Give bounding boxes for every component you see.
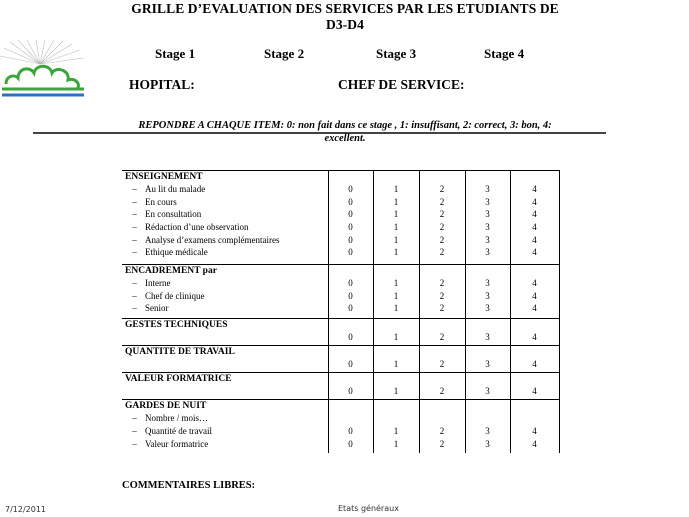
score-value[interactable]: 0 — [348, 425, 353, 436]
grid-section-row — [122, 318, 559, 345]
score-value[interactable]: 1 — [393, 386, 399, 397]
bullet-dash: – — [132, 438, 137, 449]
score-column-cell — [465, 400, 510, 453]
bullet-dash: – — [132, 278, 137, 288]
cell-spacer — [466, 319, 510, 331]
cell-spacer — [511, 319, 559, 331]
cell-spacer — [374, 400, 419, 412]
score-column-cell — [510, 265, 559, 319]
section-title: ENCADREMENT par — [125, 266, 217, 276]
item-label: Quantité de travail — [145, 425, 212, 436]
grid-item — [122, 425, 328, 438]
cell-spacer — [374, 373, 419, 385]
cell-spacer — [466, 171, 510, 183]
score-value[interactable]: 3 — [485, 209, 490, 220]
logo-sun-cloud-icon — [0, 40, 86, 102]
cell-spacer — [511, 265, 559, 277]
grid-section-row — [122, 265, 559, 319]
bullet-dash: – — [132, 425, 137, 436]
score-value[interactable]: 4 — [532, 209, 537, 220]
score-column-cell — [510, 373, 559, 400]
section-label-cell — [122, 265, 328, 319]
score-column-cell — [373, 265, 419, 319]
cell-spacer — [329, 319, 373, 331]
score-column-cell — [328, 345, 373, 372]
grid-item — [122, 412, 328, 425]
cell-spacer — [374, 346, 419, 358]
bullet-dash: – — [132, 303, 137, 314]
score-column-cell — [373, 345, 419, 372]
section-title: QUANTITE DE TRAVAIL — [125, 346, 235, 357]
score-column-cell — [373, 318, 419, 345]
score-value[interactable]: 4 — [532, 290, 537, 301]
grid-item — [122, 221, 328, 234]
score-value[interactable]: 2 — [439, 196, 445, 207]
score-value[interactable]: 2 — [439, 209, 445, 220]
score-column-cell — [510, 345, 559, 372]
score-value[interactable]: 3 — [485, 247, 490, 258]
score-column-cell — [419, 265, 465, 319]
cell-spacer — [374, 265, 419, 277]
section-title: GESTES TECHNIQUES — [125, 319, 228, 330]
score-column-cell — [465, 373, 510, 400]
score-value[interactable]: 2 — [439, 222, 445, 233]
cell-spacer — [420, 265, 465, 277]
grid-item — [122, 302, 328, 315]
section-label-cell — [122, 345, 328, 372]
grid-section-row — [122, 345, 559, 372]
cell-spacer — [329, 346, 373, 358]
item-label: En cours — [145, 196, 177, 207]
bullet-dash: – — [132, 184, 137, 194]
score-column-cell — [419, 400, 465, 453]
score-value[interactable]: 2 — [439, 303, 445, 314]
chef-de-service-label: CHEF DE SERVICE: — [338, 77, 465, 92]
bullet-dash: – — [132, 290, 137, 301]
footer-date: 7/12/2011 — [5, 505, 47, 514]
item-label: Nombre / mois… — [145, 413, 208, 424]
bullet-dash: – — [132, 247, 137, 258]
item-label: Interne — [145, 278, 171, 288]
score-value[interactable]: 1 — [393, 234, 399, 245]
footer-center-text: Etats généraux — [338, 504, 399, 513]
bullet-dash: – — [132, 413, 137, 424]
grid-section-row — [122, 400, 559, 453]
score-value[interactable]: 0 — [348, 438, 353, 449]
score-value[interactable]: 1 — [393, 425, 399, 436]
cell-spacer — [420, 373, 465, 385]
item-label: Valeur formatrice — [145, 438, 209, 449]
cell-spacer — [511, 346, 559, 358]
instructions-text: REPONDRE A CHAQUE ITEM: 0: non fait dans ce stage , 1: insuffisant, 2: correct, 3: bon, 4: excellent. — [138, 120, 552, 144]
score-value[interactable]: 2 — [439, 247, 445, 258]
cell-spacer — [420, 346, 465, 358]
cell-spacer — [511, 412, 559, 425]
score-value[interactable]: 2 — [439, 358, 445, 369]
score-value[interactable]: 4 — [532, 303, 537, 314]
score-value[interactable]: 0 — [348, 196, 353, 207]
score-value[interactable]: 3 — [485, 184, 490, 194]
score-column-cell — [419, 373, 465, 400]
score-value[interactable]: 2 — [439, 234, 445, 245]
score-value[interactable]: 3 — [485, 290, 490, 301]
score-value[interactable]: 0 — [348, 303, 353, 314]
score-column-cell — [328, 373, 373, 400]
section-label-cell — [122, 171, 328, 265]
score-value[interactable]: 2 — [439, 425, 445, 436]
score-value[interactable]: 3 — [485, 438, 490, 449]
score-column-cell — [373, 400, 419, 453]
stage-3-label: Stage 3 — [376, 46, 417, 61]
score-column-cell — [465, 318, 510, 345]
stage-4-label: Stage 4 — [484, 46, 525, 61]
stage-1-label: Stage 1 — [155, 46, 196, 61]
score-value[interactable]: 3 — [485, 196, 490, 207]
score-column-cell — [419, 318, 465, 345]
grid-item — [122, 277, 328, 290]
score-value[interactable]: 4 — [532, 358, 537, 369]
stage-2-label: Stage 2 — [264, 46, 305, 61]
grid-item — [122, 234, 328, 247]
score-column-cell — [328, 400, 373, 453]
score-value[interactable]: 1 — [393, 247, 399, 258]
cell-spacer — [374, 412, 419, 425]
score-column-cell — [510, 400, 559, 453]
section-title: VALEUR FORMATRICE — [125, 374, 232, 385]
cell-spacer — [329, 171, 373, 183]
score-column-cell — [328, 171, 373, 265]
score-value[interactable]: 2 — [439, 438, 445, 449]
score-value[interactable]: 4 — [532, 438, 537, 449]
score-column-cell — [373, 171, 419, 265]
score-value[interactable]: 2 — [439, 278, 445, 288]
score-value[interactable]: 0 — [348, 386, 353, 397]
score-value[interactable]: 1 — [393, 222, 399, 233]
score-column-cell — [465, 171, 510, 265]
score-value[interactable]: 4 — [532, 247, 537, 258]
cell-spacer — [511, 373, 559, 385]
document-title: GRILLE D’EVALUATION DES SERVICES PAR LES ETUDIANTS DE D3-D4 — [131, 1, 559, 32]
bullet-dash: – — [132, 209, 137, 220]
score-value[interactable]: 4 — [532, 184, 537, 194]
item-label: Chef de clinique — [145, 290, 205, 301]
item-label: Ethique médicale — [145, 247, 208, 258]
score-value[interactable]: 2 — [439, 386, 445, 397]
score-value[interactable]: 3 — [485, 303, 490, 314]
cell-spacer — [329, 400, 373, 412]
cell-spacer — [374, 171, 419, 183]
score-value[interactable]: 3 — [485, 234, 490, 245]
score-column-cell — [510, 171, 559, 265]
score-value[interactable]: 1 — [393, 438, 399, 449]
cell-spacer — [511, 400, 559, 412]
score-value[interactable]: 1 — [393, 209, 399, 220]
cell-spacer — [329, 373, 373, 385]
score-value[interactable]: 2 — [439, 331, 445, 342]
score-value[interactable]: 4 — [532, 234, 537, 245]
grid-section-row — [122, 171, 559, 265]
score-value[interactable]: 2 — [439, 290, 445, 301]
grid-item — [122, 438, 328, 451]
section-title: ENSEIGNEMENT — [125, 172, 203, 182]
score-value[interactable]: 4 — [532, 196, 537, 207]
cell-spacer — [466, 346, 510, 358]
item-label: Rédaction d’une observation — [145, 222, 249, 233]
grid-item — [122, 246, 328, 259]
score-value[interactable]: 4 — [532, 222, 537, 233]
cell-spacer — [329, 265, 373, 277]
cell-spacer — [374, 319, 419, 331]
score-value[interactable]: 0 — [348, 290, 353, 301]
bullet-dash: – — [132, 234, 137, 245]
score-value[interactable]: 0 — [348, 234, 353, 245]
section-label-cell — [122, 318, 328, 345]
score-value[interactable]: 0 — [348, 278, 353, 288]
cell-spacer — [466, 373, 510, 385]
score-column-cell — [373, 373, 419, 400]
grid-item — [122, 290, 328, 303]
score-value[interactable]: 1 — [393, 196, 399, 207]
score-value[interactable]: 3 — [485, 222, 490, 233]
cell-spacer — [420, 412, 465, 425]
score-column-cell — [465, 345, 510, 372]
score-value[interactable]: 3 — [485, 278, 490, 288]
section-label-cell — [122, 400, 328, 453]
score-value[interactable]: 4 — [532, 278, 537, 288]
score-value[interactable]: 2 — [439, 184, 445, 194]
cell-spacer — [420, 319, 465, 331]
score-value[interactable]: 1 — [393, 331, 399, 342]
score-value[interactable]: 3 — [485, 331, 490, 342]
bullet-dash: – — [132, 196, 137, 207]
grid-item — [122, 208, 328, 221]
score-value[interactable]: 0 — [348, 331, 353, 342]
cell-spacer — [420, 171, 465, 183]
score-value[interactable]: 4 — [532, 425, 537, 436]
hopital-label: HOPITAL: — [129, 77, 195, 92]
cell-spacer — [420, 400, 465, 412]
score-value[interactable]: 0 — [348, 358, 353, 369]
score-value[interactable]: 0 — [348, 247, 353, 258]
score-column-cell — [328, 265, 373, 319]
cell-spacer — [466, 265, 510, 277]
score-value[interactable]: 4 — [532, 331, 537, 342]
score-value[interactable]: 1 — [393, 278, 399, 288]
grid-item — [122, 183, 328, 196]
score-column-cell — [328, 318, 373, 345]
cell-spacer — [329, 412, 373, 425]
score-value[interactable]: 1 — [393, 184, 399, 194]
item-label: Au lit du malade — [145, 184, 206, 194]
item-label: Senior — [145, 303, 169, 314]
item-label: En consultation — [145, 209, 202, 220]
score-value[interactable]: 4 — [532, 386, 537, 397]
cell-spacer — [466, 400, 510, 412]
section-title: GARDES DE NUIT — [125, 401, 207, 412]
cell-spacer — [511, 171, 559, 183]
grid-item — [122, 196, 328, 209]
score-value[interactable]: 1 — [393, 303, 399, 314]
score-value[interactable]: 0 — [348, 222, 353, 233]
cell-spacer — [466, 412, 510, 425]
score-column-cell — [510, 318, 559, 345]
score-value[interactable]: 3 — [485, 425, 490, 436]
score-value[interactable]: 1 — [393, 290, 399, 301]
score-column-cell — [465, 265, 510, 319]
commentaires-label: COMMENTAIRES LIBRES: — [122, 480, 256, 491]
evaluation-grid — [122, 170, 560, 453]
score-value[interactable]: 1 — [393, 358, 399, 369]
score-column-cell — [419, 171, 465, 265]
section-label-cell — [122, 373, 328, 400]
score-value[interactable]: 3 — [485, 358, 490, 369]
item-label: Analyse d’examens complémentaires — [145, 234, 280, 245]
score-value[interactable]: 0 — [348, 209, 353, 220]
score-value[interactable]: 3 — [485, 386, 490, 397]
bullet-dash: – — [132, 222, 137, 233]
score-column-cell — [419, 345, 465, 372]
grid-section-row — [122, 373, 559, 400]
score-value[interactable]: 0 — [348, 184, 353, 194]
